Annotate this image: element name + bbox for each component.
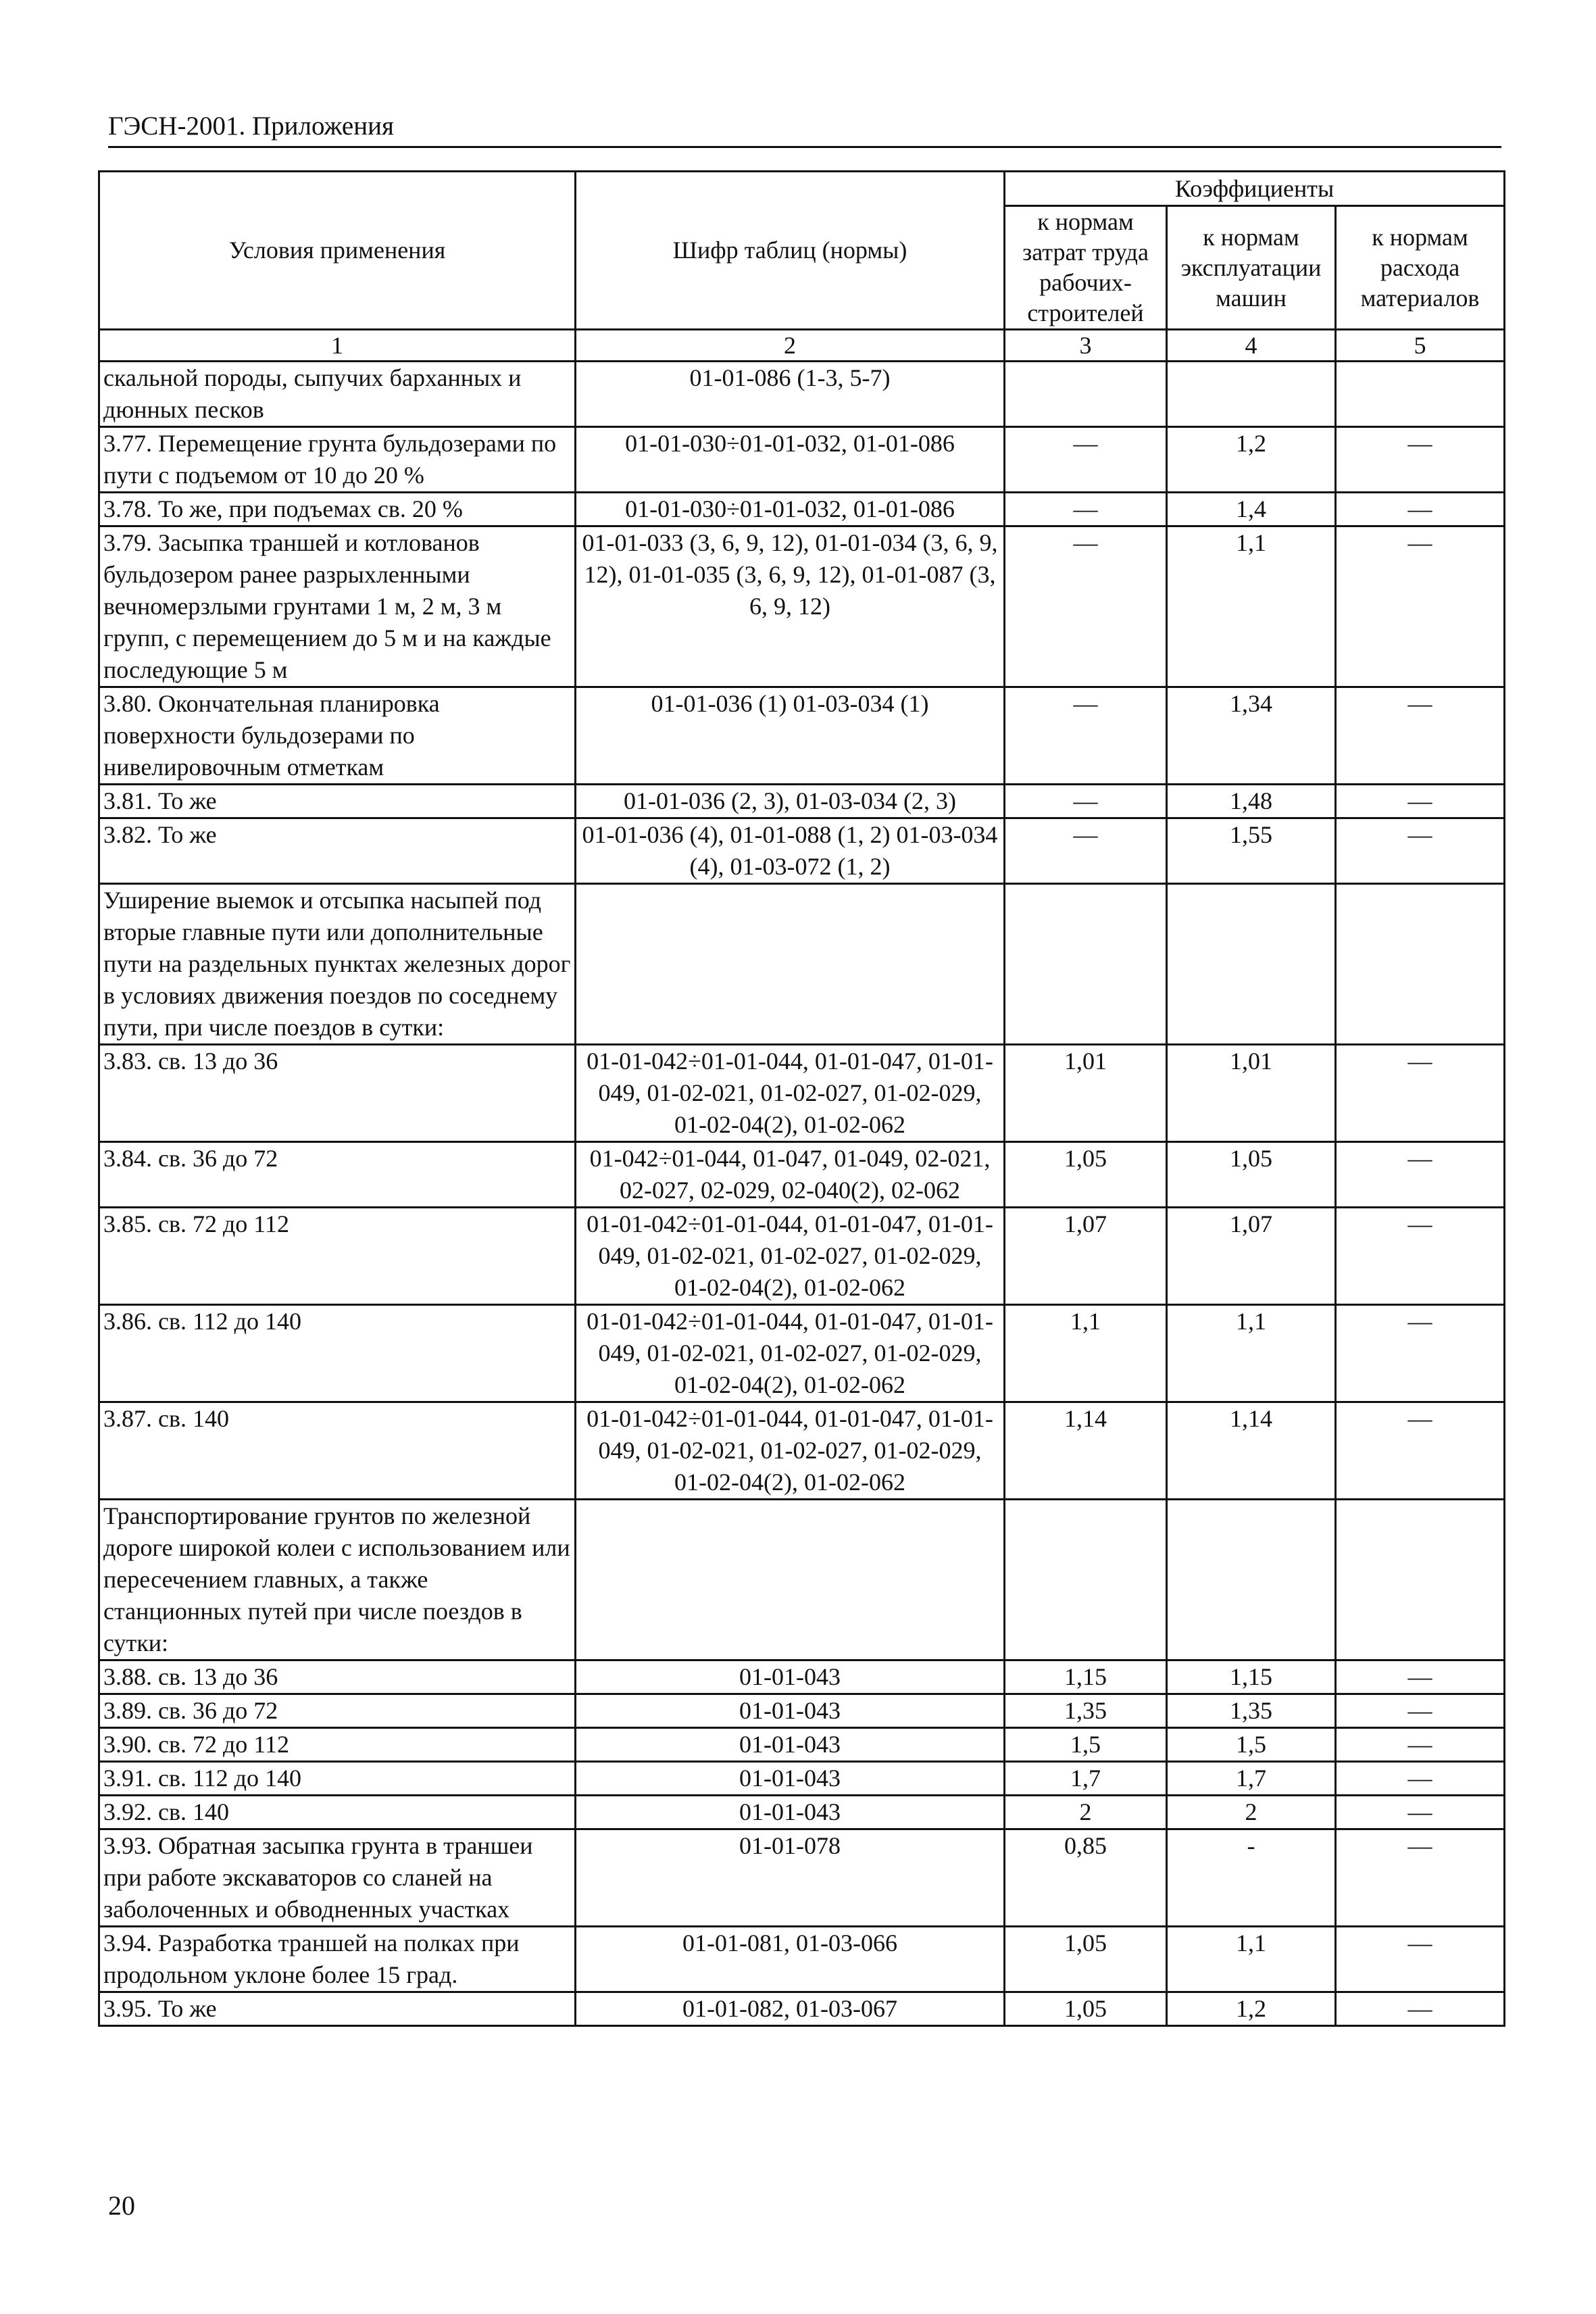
cell-labor-coef: 1,05	[1005, 1992, 1167, 2026]
cell-machines-coef: 2	[1167, 1796, 1336, 1829]
cell-labor-coef: 0,85	[1005, 1829, 1167, 1927]
cell-code: 01-01-043	[576, 1728, 1005, 1762]
cell-labor-coef: 1,07	[1005, 1208, 1167, 1305]
cell-conditions: 3.86. св. 112 до 140	[99, 1305, 576, 1402]
header-labor: к нормам затрат труда рабочих-строителей	[1005, 206, 1167, 330]
cell-machines-coef: 1,07	[1167, 1208, 1336, 1305]
header-code: Шифр таблиц (нормы)	[576, 172, 1005, 330]
cell-materials-coef: —	[1336, 1208, 1505, 1305]
cell-conditions: 3.90. св. 72 до 112	[99, 1728, 576, 1762]
page-number: 20	[108, 2190, 135, 2221]
header-conditions: Условия применения	[99, 172, 576, 330]
cell-materials-coef: —	[1336, 1927, 1505, 1992]
cell-conditions: скальной породы, сыпучих барханных и дюнных песков	[99, 362, 576, 427]
cell-materials-coef: —	[1336, 427, 1505, 493]
cell-materials-coef: —	[1336, 526, 1505, 687]
cell-labor-coef	[1005, 1500, 1167, 1660]
cell-materials-coef: —	[1336, 493, 1505, 526]
page-header: ГЭСН-2001. Приложения	[108, 111, 1501, 148]
cell-conditions: 3.92. св. 140	[99, 1796, 576, 1829]
table-row	[99, 427, 1505, 493]
cell-machines-coef: 1,01	[1167, 1045, 1336, 1142]
table-row	[99, 1694, 1505, 1728]
table-row	[99, 1796, 1505, 1829]
cell-machines-coef	[1167, 884, 1336, 1045]
column-number: 1	[99, 330, 576, 362]
cell-machines-coef: 1,4	[1167, 493, 1336, 526]
cell-conditions: 3.82. То же	[99, 818, 576, 884]
cell-code: 01-01-042÷01-01-044, 01-01-047, 01-01-049, 01-02-021, 01-02-027, 01-02-029, 01-02-04(2), 01-02-062	[576, 1305, 1005, 1402]
table-row	[99, 1500, 1505, 1660]
cell-labor-coef: 1,14	[1005, 1402, 1167, 1500]
cell-code: 01-01-036 (1) 01-03-034 (1)	[576, 687, 1005, 785]
table-row	[99, 818, 1505, 884]
cell-machines-coef: 1,35	[1167, 1694, 1336, 1728]
cell-code: 01-01-036 (4), 01-01-088 (1, 2) 01-03-034 (4), 01-03-072 (1, 2)	[576, 818, 1005, 884]
cell-code: 01-01-042÷01-01-044, 01-01-047, 01-01-049, 01-02-021, 01-02-027, 01-02-029, 01-02-04(2), 01-02-062	[576, 1208, 1005, 1305]
cell-materials-coef	[1336, 362, 1505, 427]
column-number: 2	[576, 330, 1005, 362]
column-number: 4	[1167, 330, 1336, 362]
cell-code: 01-01-042÷01-01-044, 01-01-047, 01-01-049, 01-02-021, 01-02-027, 01-02-029, 01-02-04(2), 01-02-062	[576, 1045, 1005, 1142]
table-row	[99, 493, 1505, 526]
cell-labor-coef: 2	[1005, 1796, 1167, 1829]
cell-machines-coef: 1,14	[1167, 1402, 1336, 1500]
cell-materials-coef: —	[1336, 1728, 1505, 1762]
cell-labor-coef: —	[1005, 493, 1167, 526]
cell-conditions: Транспортирование грунтов по железной дороге широкой колеи с использованием или пересечением главных, а также станционных путей при числе поездов в сутки:	[99, 1500, 576, 1660]
cell-conditions: 3.95. То же	[99, 1992, 576, 2026]
cell-materials-coef: —	[1336, 818, 1505, 884]
cell-conditions: 3.78. То же, при подъемах св. 20 %	[99, 493, 576, 526]
cell-code: 01-01-030÷01-01-032, 01-01-086	[576, 493, 1005, 526]
cell-machines-coef: 1,1	[1167, 1927, 1336, 1992]
cell-materials-coef: —	[1336, 1992, 1505, 2026]
table-row	[99, 1927, 1505, 1992]
cell-code: 01-01-033 (3, 6, 9, 12), 01-01-034 (3, 6, 9, 12), 01-01-035 (3, 6, 9, 12), 01-01-087 (3, 6, 9, 12)	[576, 526, 1005, 687]
cell-conditions: 3.79. Засыпка траншей и котлованов бульдозером ранее разрыхленными вечномерзлыми грунтами 1 м, 2 м, 3 м групп, с перемещением до 5 м и на каждые последующие 5 м	[99, 526, 576, 687]
cell-materials-coef: —	[1336, 1829, 1505, 1927]
cell-conditions: 3.83. св. 13 до 36	[99, 1045, 576, 1142]
cell-labor-coef: 1,05	[1005, 1142, 1167, 1208]
cell-code: 01-01-078	[576, 1829, 1005, 1927]
cell-conditions: 3.80. Окончательная планировка поверхности бульдозерами по нивелировочным отметкам	[99, 687, 576, 785]
cell-labor-coef: —	[1005, 818, 1167, 884]
cell-machines-coef	[1167, 1500, 1336, 1660]
cell-materials-coef: —	[1336, 1142, 1505, 1208]
cell-code: 01-01-086 (1-3, 5-7)	[576, 362, 1005, 427]
cell-materials-coef: —	[1336, 1045, 1505, 1142]
table-row	[99, 362, 1505, 427]
cell-machines-coef: 1,1	[1167, 526, 1336, 687]
header-coefficients: Коэффициенты	[1005, 172, 1505, 206]
cell-code: 01-01-030÷01-01-032, 01-01-086	[576, 427, 1005, 493]
cell-labor-coef: 1,5	[1005, 1728, 1167, 1762]
cell-materials-coef: —	[1336, 1796, 1505, 1829]
cell-labor-coef: 1,7	[1005, 1762, 1167, 1796]
table-row	[99, 526, 1505, 687]
coefficients-table	[98, 170, 1505, 2027]
cell-code: 01-01-081, 01-03-066	[576, 1927, 1005, 1992]
cell-conditions: 3.88. св. 13 до 36	[99, 1660, 576, 1694]
cell-materials-coef: —	[1336, 785, 1505, 818]
cell-conditions: 3.87. св. 140	[99, 1402, 576, 1500]
cell-machines-coef: 1,5	[1167, 1728, 1336, 1762]
column-number: 5	[1336, 330, 1505, 362]
cell-labor-coef: —	[1005, 785, 1167, 818]
cell-code: 01-01-082, 01-03-067	[576, 1992, 1005, 2026]
column-numbers-row	[99, 330, 1505, 362]
cell-conditions: Уширение выемок и отсыпка насыпей под вторые главные пути или дополнительные пути на раздельных пунктах железных дорог в условиях движения поездов по соседнему пути, при числе поездов в сутки:	[99, 884, 576, 1045]
cell-labor-coef: 1,05	[1005, 1927, 1167, 1992]
header-machines: к нормам эксплуатации машин	[1167, 206, 1336, 330]
cell-conditions: 3.93. Обратная засыпка грунта в траншеи при работе экскаваторов со сланей на заболоченных и обводненных участках	[99, 1829, 576, 1927]
cell-code	[576, 1500, 1005, 1660]
cell-conditions: 3.77. Перемещение грунта бульдозерами по пути с подъемом от 10 до 20 %	[99, 427, 576, 493]
table-row	[99, 1402, 1505, 1500]
cell-machines-coef: 1,2	[1167, 1992, 1336, 2026]
cell-labor-coef	[1005, 884, 1167, 1045]
cell-conditions: 3.81. То же	[99, 785, 576, 818]
cell-code: 01-01-042÷01-01-044, 01-01-047, 01-01-049, 01-02-021, 01-02-027, 01-02-029, 01-02-04(2), 01-02-062	[576, 1402, 1005, 1500]
cell-code: 01-01-043	[576, 1762, 1005, 1796]
table-row	[99, 1762, 1505, 1796]
table-row	[99, 1142, 1505, 1208]
cell-labor-coef: —	[1005, 687, 1167, 785]
cell-labor-coef	[1005, 362, 1167, 427]
cell-labor-coef: 1,01	[1005, 1045, 1167, 1142]
cell-machines-coef: 1,15	[1167, 1660, 1336, 1694]
cell-labor-coef: 1,1	[1005, 1305, 1167, 1402]
cell-materials-coef: —	[1336, 1694, 1505, 1728]
table-row	[99, 1992, 1505, 2026]
cell-conditions: 3.91. св. 112 до 140	[99, 1762, 576, 1796]
cell-labor-coef: 1,35	[1005, 1694, 1167, 1728]
cell-code: 01-01-043	[576, 1796, 1005, 1829]
table-row	[99, 1208, 1505, 1305]
table-row	[99, 1728, 1505, 1762]
cell-code: 01-042÷01-044, 01-047, 01-049, 02-021, 02-027, 02-029, 02-040(2), 02-062	[576, 1142, 1005, 1208]
table-row	[99, 1045, 1505, 1142]
table-row	[99, 785, 1505, 818]
table-row	[99, 884, 1505, 1045]
cell-materials-coef	[1336, 884, 1505, 1045]
cell-code: 01-01-043	[576, 1660, 1005, 1694]
header-materials: к нормам расхода материалов	[1336, 206, 1505, 330]
table-row	[99, 1305, 1505, 1402]
table-row	[99, 1829, 1505, 1927]
table-row	[99, 687, 1505, 785]
cell-machines-coef: 1,2	[1167, 427, 1336, 493]
cell-conditions: 3.94. Разработка траншей на полках при продольном уклоне более 15 град.	[99, 1927, 576, 1992]
cell-labor-coef: —	[1005, 526, 1167, 687]
cell-labor-coef: 1,15	[1005, 1660, 1167, 1694]
cell-materials-coef: —	[1336, 687, 1505, 785]
table-body	[99, 330, 1505, 2026]
table-row	[99, 1660, 1505, 1694]
cell-code: 01-01-043	[576, 1694, 1005, 1728]
cell-conditions: 3.85. св. 72 до 112	[99, 1208, 576, 1305]
cell-materials-coef: —	[1336, 1402, 1505, 1500]
cell-machines-coef: 1,55	[1167, 818, 1336, 884]
cell-materials-coef: —	[1336, 1762, 1505, 1796]
cell-machines-coef: 1,7	[1167, 1762, 1336, 1796]
cell-machines-coef: 1,34	[1167, 687, 1336, 785]
cell-code	[576, 884, 1005, 1045]
cell-conditions: 3.84. св. 36 до 72	[99, 1142, 576, 1208]
column-number: 3	[1005, 330, 1167, 362]
cell-materials-coef: —	[1336, 1660, 1505, 1694]
cell-machines-coef: 1,1	[1167, 1305, 1336, 1402]
cell-conditions: 3.89. св. 36 до 72	[99, 1694, 576, 1728]
cell-machines-coef	[1167, 362, 1336, 427]
cell-labor-coef: —	[1005, 427, 1167, 493]
cell-machines-coef: 1,05	[1167, 1142, 1336, 1208]
cell-materials-coef: —	[1336, 1305, 1505, 1402]
cell-machines-coef: 1,48	[1167, 785, 1336, 818]
cell-code: 01-01-036 (2, 3), 01-03-034 (2, 3)	[576, 785, 1005, 818]
cell-machines-coef: -	[1167, 1829, 1336, 1927]
cell-materials-coef	[1336, 1500, 1505, 1660]
